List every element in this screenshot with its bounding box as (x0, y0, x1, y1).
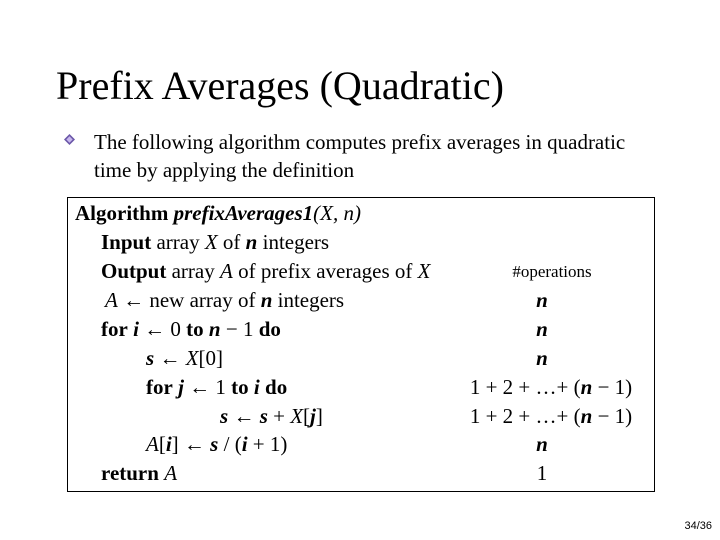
ops-line-2: n (536, 317, 548, 341)
code-line-5: s ← s + X[j] (220, 404, 323, 428)
output-var-a: A (220, 259, 233, 283)
output-var-x: X (417, 259, 431, 283)
input-var-x: X (204, 230, 218, 254)
input-text-1: array (151, 230, 205, 254)
ops-line-7: 1 (536, 461, 548, 485)
input-text-3: integers (257, 230, 330, 254)
input-keyword: Input (101, 230, 152, 254)
code-line-2: for i ← 0 to n − 1 do (101, 317, 281, 341)
output-line (101, 257, 430, 285)
algorithm-box (67, 197, 655, 492)
page-number: 34/36 (684, 520, 712, 532)
output-text-2: of prefix averages of (232, 259, 418, 283)
bullet-text: The following algorithm computes prefix averages in quadratic time by applying the definition (94, 130, 626, 182)
algorithm-keyword: Algorithm (75, 201, 169, 225)
algorithm-header (75, 199, 361, 227)
code-line-4: for j ← 1 to i do (146, 375, 288, 399)
diamond-bullet-icon (64, 134, 75, 145)
input-line (101, 228, 329, 256)
code-line-6: A[i] ← s / (i + 1) (146, 432, 288, 456)
input-text-2: of (217, 230, 246, 254)
code-line-3: s ← X[0] (146, 346, 224, 370)
ops-line-3: n (536, 346, 548, 370)
algorithm-name: prefixAverages1 (173, 201, 314, 225)
ops-line-6: n (536, 432, 548, 456)
algorithm-params: (X, n) (313, 201, 361, 225)
ops-line-5: 1 + 2 + …+ (n − 1) (469, 404, 633, 428)
code-line-7: return A (101, 461, 178, 485)
ops-line-4: 1 + 2 + …+ (n − 1) (469, 375, 633, 399)
slide-title: Prefix Averages (Quadratic) (56, 63, 504, 108)
output-keyword: Output (101, 259, 167, 283)
operations-header: #operations (512, 262, 592, 281)
code-line-1: A ← new array of n integers (105, 288, 345, 312)
input-var-n: n (245, 230, 258, 254)
output-text-1: array (166, 259, 220, 283)
ops-line-1: n (536, 288, 548, 312)
